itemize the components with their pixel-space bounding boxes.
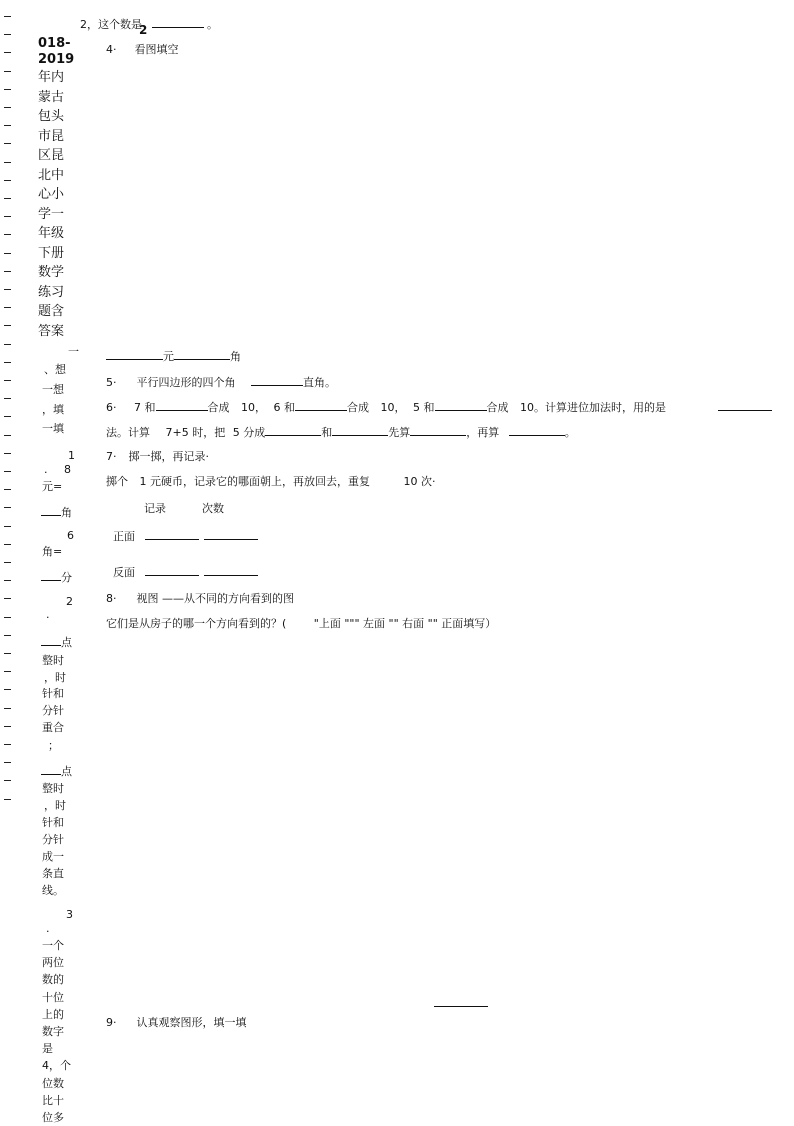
- q2-dian-line-1: 点: [41, 634, 72, 651]
- q3-line: 位数: [42, 1076, 64, 1090]
- q1-number: 1: [68, 449, 75, 462]
- answer-blank[interactable]: [295, 400, 347, 411]
- question-5: 5· 平行四边形的四个角 直角。: [106, 376, 336, 389]
- margin-dash: [4, 562, 11, 563]
- q8-question: 它们是从房子的哪一个方向看到的？( "上面 """ 左面 "" 右面 "" 正面填写）: [106, 617, 497, 630]
- margin-dash: [4, 780, 11, 781]
- row-front: 正面: [113, 529, 258, 542]
- margin-dash: [4, 726, 11, 727]
- margin-dash: [4, 180, 11, 181]
- q3-dot: ·: [46, 925, 50, 938]
- title-year-end: 2019: [38, 52, 75, 67]
- q2-text-l: 分针: [42, 833, 64, 846]
- margin-dash: [4, 107, 11, 108]
- title-year-start: 018-: [38, 36, 71, 51]
- q3-line: 数的: [42, 973, 64, 987]
- title-cjk-line: 年内: [38, 70, 65, 85]
- margin-dash: [4, 580, 11, 581]
- margin-dash: [4, 507, 11, 508]
- sidebar-column: [38, 36, 78, 341]
- answer-blank[interactable]: [265, 425, 321, 436]
- q8-answer-blank-wrap: [434, 996, 488, 1009]
- answer-blank[interactable]: [41, 569, 61, 581]
- margin-dash: [4, 398, 11, 399]
- doc-title-cjk: [38, 68, 78, 341]
- margin-dash: [4, 708, 11, 709]
- margin-dash: [4, 89, 11, 90]
- section-char-2: 、想: [44, 363, 66, 376]
- q7-description: 掷个 1 元硬币，记录它的哪面朝上，再放回去，重复 10 次·: [106, 475, 436, 488]
- q3-line: 比十: [42, 1093, 64, 1107]
- q2-continuation: 2，这个数是 。: [80, 18, 218, 31]
- margin-dash: [4, 362, 11, 363]
- q2-text-g: ；: [48, 739, 59, 752]
- overlay-digit: 2: [139, 23, 148, 37]
- q3-line: 是: [42, 1042, 53, 1056]
- answer-blank[interactable]: [152, 17, 204, 28]
- section-char-3: 一想: [42, 383, 64, 396]
- title-cjk-line: 答案: [38, 323, 65, 339]
- margin-dash: [4, 453, 11, 454]
- margin-dash: [4, 253, 11, 254]
- q2-text-b: 整时: [42, 654, 64, 667]
- answer-blank[interactable]: [509, 425, 565, 436]
- q2-dian-line-2: 点: [41, 763, 72, 780]
- q3-line: 4，个: [42, 1059, 71, 1073]
- margin-dash: [4, 544, 11, 545]
- q1-jiao-equals: 角=: [42, 545, 63, 558]
- title-cjk-line: 区昆: [38, 148, 65, 163]
- margin-dash: [4, 689, 11, 690]
- question-4: 4· 看图填空: [106, 43, 179, 56]
- q2-text-i: 整时: [42, 782, 64, 795]
- q1-fen-line: 分: [41, 569, 72, 586]
- q2-dot: ·: [46, 611, 50, 624]
- margin-dash: [4, 744, 11, 745]
- col-header-record: 记录: [144, 502, 166, 515]
- answer-blank[interactable]: [410, 425, 466, 436]
- q3-line: 位多: [42, 1111, 64, 1124]
- question-6-line-2: 法。计算 7+5 时，把 5 分成 和 先算 ，再算 。: [106, 426, 576, 439]
- margin-dash: [4, 799, 11, 800]
- q3-number: 3: [66, 908, 73, 921]
- q1-dot: ·: [44, 466, 48, 479]
- answer-blank[interactable]: [435, 400, 487, 411]
- margin-dash: [4, 198, 11, 199]
- yuan-jiao-line: 元 角: [106, 349, 241, 362]
- margin-dash: [4, 216, 11, 217]
- margin-dash: [4, 16, 11, 17]
- q2-number: 2: [66, 595, 73, 608]
- q3-line: 数字: [42, 1025, 64, 1038]
- margin-dash: [4, 289, 11, 290]
- binding-margin-dashes: [4, 0, 14, 1124]
- margin-dash: [4, 34, 11, 35]
- question-8: 8· 视图 ——从不同的方向看到的图: [106, 592, 294, 605]
- section-char-4: ，填: [42, 403, 64, 416]
- margin-dash: [4, 344, 11, 345]
- margin-dash: [4, 489, 11, 490]
- margin-dash: [4, 380, 11, 381]
- q3-line: 两位: [42, 956, 64, 970]
- margin-dash: [4, 435, 11, 436]
- answer-blank[interactable]: [156, 400, 208, 411]
- margin-dash: [4, 52, 11, 53]
- q3-line: 一个: [42, 939, 64, 952]
- margin-dash: [4, 325, 11, 326]
- margin-dash: [4, 471, 11, 472]
- title-cjk-line: 数学: [38, 265, 65, 280]
- title-cjk-line: 蒙古: [38, 89, 65, 105]
- q1-yuan-equals: 元=: [42, 480, 63, 493]
- q6-method-blank-wrap: [718, 400, 772, 413]
- answer-blank[interactable]: [174, 349, 230, 360]
- margin-dash: [4, 162, 11, 163]
- answer-blank[interactable]: [41, 763, 61, 775]
- section-char-5: 一填: [42, 422, 64, 435]
- title-cjk-line: 北中: [38, 167, 65, 183]
- margin-dash: [4, 653, 11, 654]
- title-cjk-line: 练习: [38, 284, 65, 300]
- q2-text-n: 条直: [42, 867, 64, 880]
- q2-text-o: 线。: [42, 884, 64, 897]
- q1-six: 6: [67, 529, 74, 542]
- answer-blank[interactable]: [145, 529, 199, 540]
- answer-blank[interactable]: [106, 349, 163, 360]
- margin-dash: [4, 416, 11, 417]
- q2-text-f: 重合: [42, 721, 64, 734]
- title-cjk-line: 市昆: [38, 128, 65, 144]
- margin-dash: [4, 598, 11, 599]
- title-cjk-line: 包头: [38, 109, 65, 124]
- margin-dash: [4, 143, 11, 144]
- answer-blank[interactable]: [251, 375, 303, 386]
- title-cjk-line: 学一: [38, 206, 65, 222]
- margin-dash: [4, 526, 11, 527]
- question-7: 7· 掷一掷，再记录·: [106, 450, 209, 463]
- margin-dash: [4, 617, 11, 618]
- margin-dash: [4, 71, 11, 72]
- q1-value: 8: [64, 463, 71, 476]
- title-cjk-line: 年级: [38, 226, 65, 241]
- question-number: 4·: [106, 43, 117, 56]
- answer-blank[interactable]: [204, 565, 258, 576]
- doc-title-latin: [38, 36, 78, 68]
- margin-dash: [4, 125, 11, 126]
- margin-dash: [4, 271, 11, 272]
- answer-blank[interactable]: [332, 425, 388, 436]
- q3-line: 十位: [42, 990, 64, 1004]
- answer-blank[interactable]: [204, 529, 258, 540]
- q2-text-e: 分针: [42, 704, 64, 717]
- margin-dash: [4, 635, 11, 636]
- title-cjk-line: 心小: [38, 187, 65, 202]
- margin-dash: [4, 671, 11, 672]
- q2-text-c: ，时: [44, 671, 66, 684]
- q3-line: 上的: [42, 1007, 64, 1021]
- margin-dash: [4, 762, 11, 763]
- title-cjk-line: 下册: [38, 245, 65, 261]
- margin-dash: [4, 307, 11, 308]
- q2-text-j: ，时: [44, 799, 66, 812]
- question-9: 9· 认真观察图形，填一填: [106, 1016, 247, 1029]
- col-header-count: 次数: [202, 502, 224, 515]
- row-back: 反面: [113, 565, 258, 578]
- section-char-1: 一: [68, 345, 79, 358]
- question-6-line-1: 6· 7 和 合成 10， 6 和 合成 10， 5 和 合成 10。计算进位加法时，用的是: [106, 401, 666, 414]
- q2-text-m: 成一: [42, 850, 64, 863]
- margin-dash: [4, 234, 11, 235]
- q2-text-k: 针和: [42, 816, 64, 829]
- answer-blank[interactable]: [718, 400, 772, 411]
- answer-blank[interactable]: [41, 634, 61, 646]
- answer-blank[interactable]: [145, 565, 199, 576]
- title-cjk-line: 题含: [38, 304, 65, 319]
- q2-text-d: 针和: [42, 687, 64, 700]
- answer-blank[interactable]: [434, 996, 488, 1007]
- answer-blank[interactable]: [41, 504, 61, 516]
- q1-jiao-line: 角: [41, 504, 72, 521]
